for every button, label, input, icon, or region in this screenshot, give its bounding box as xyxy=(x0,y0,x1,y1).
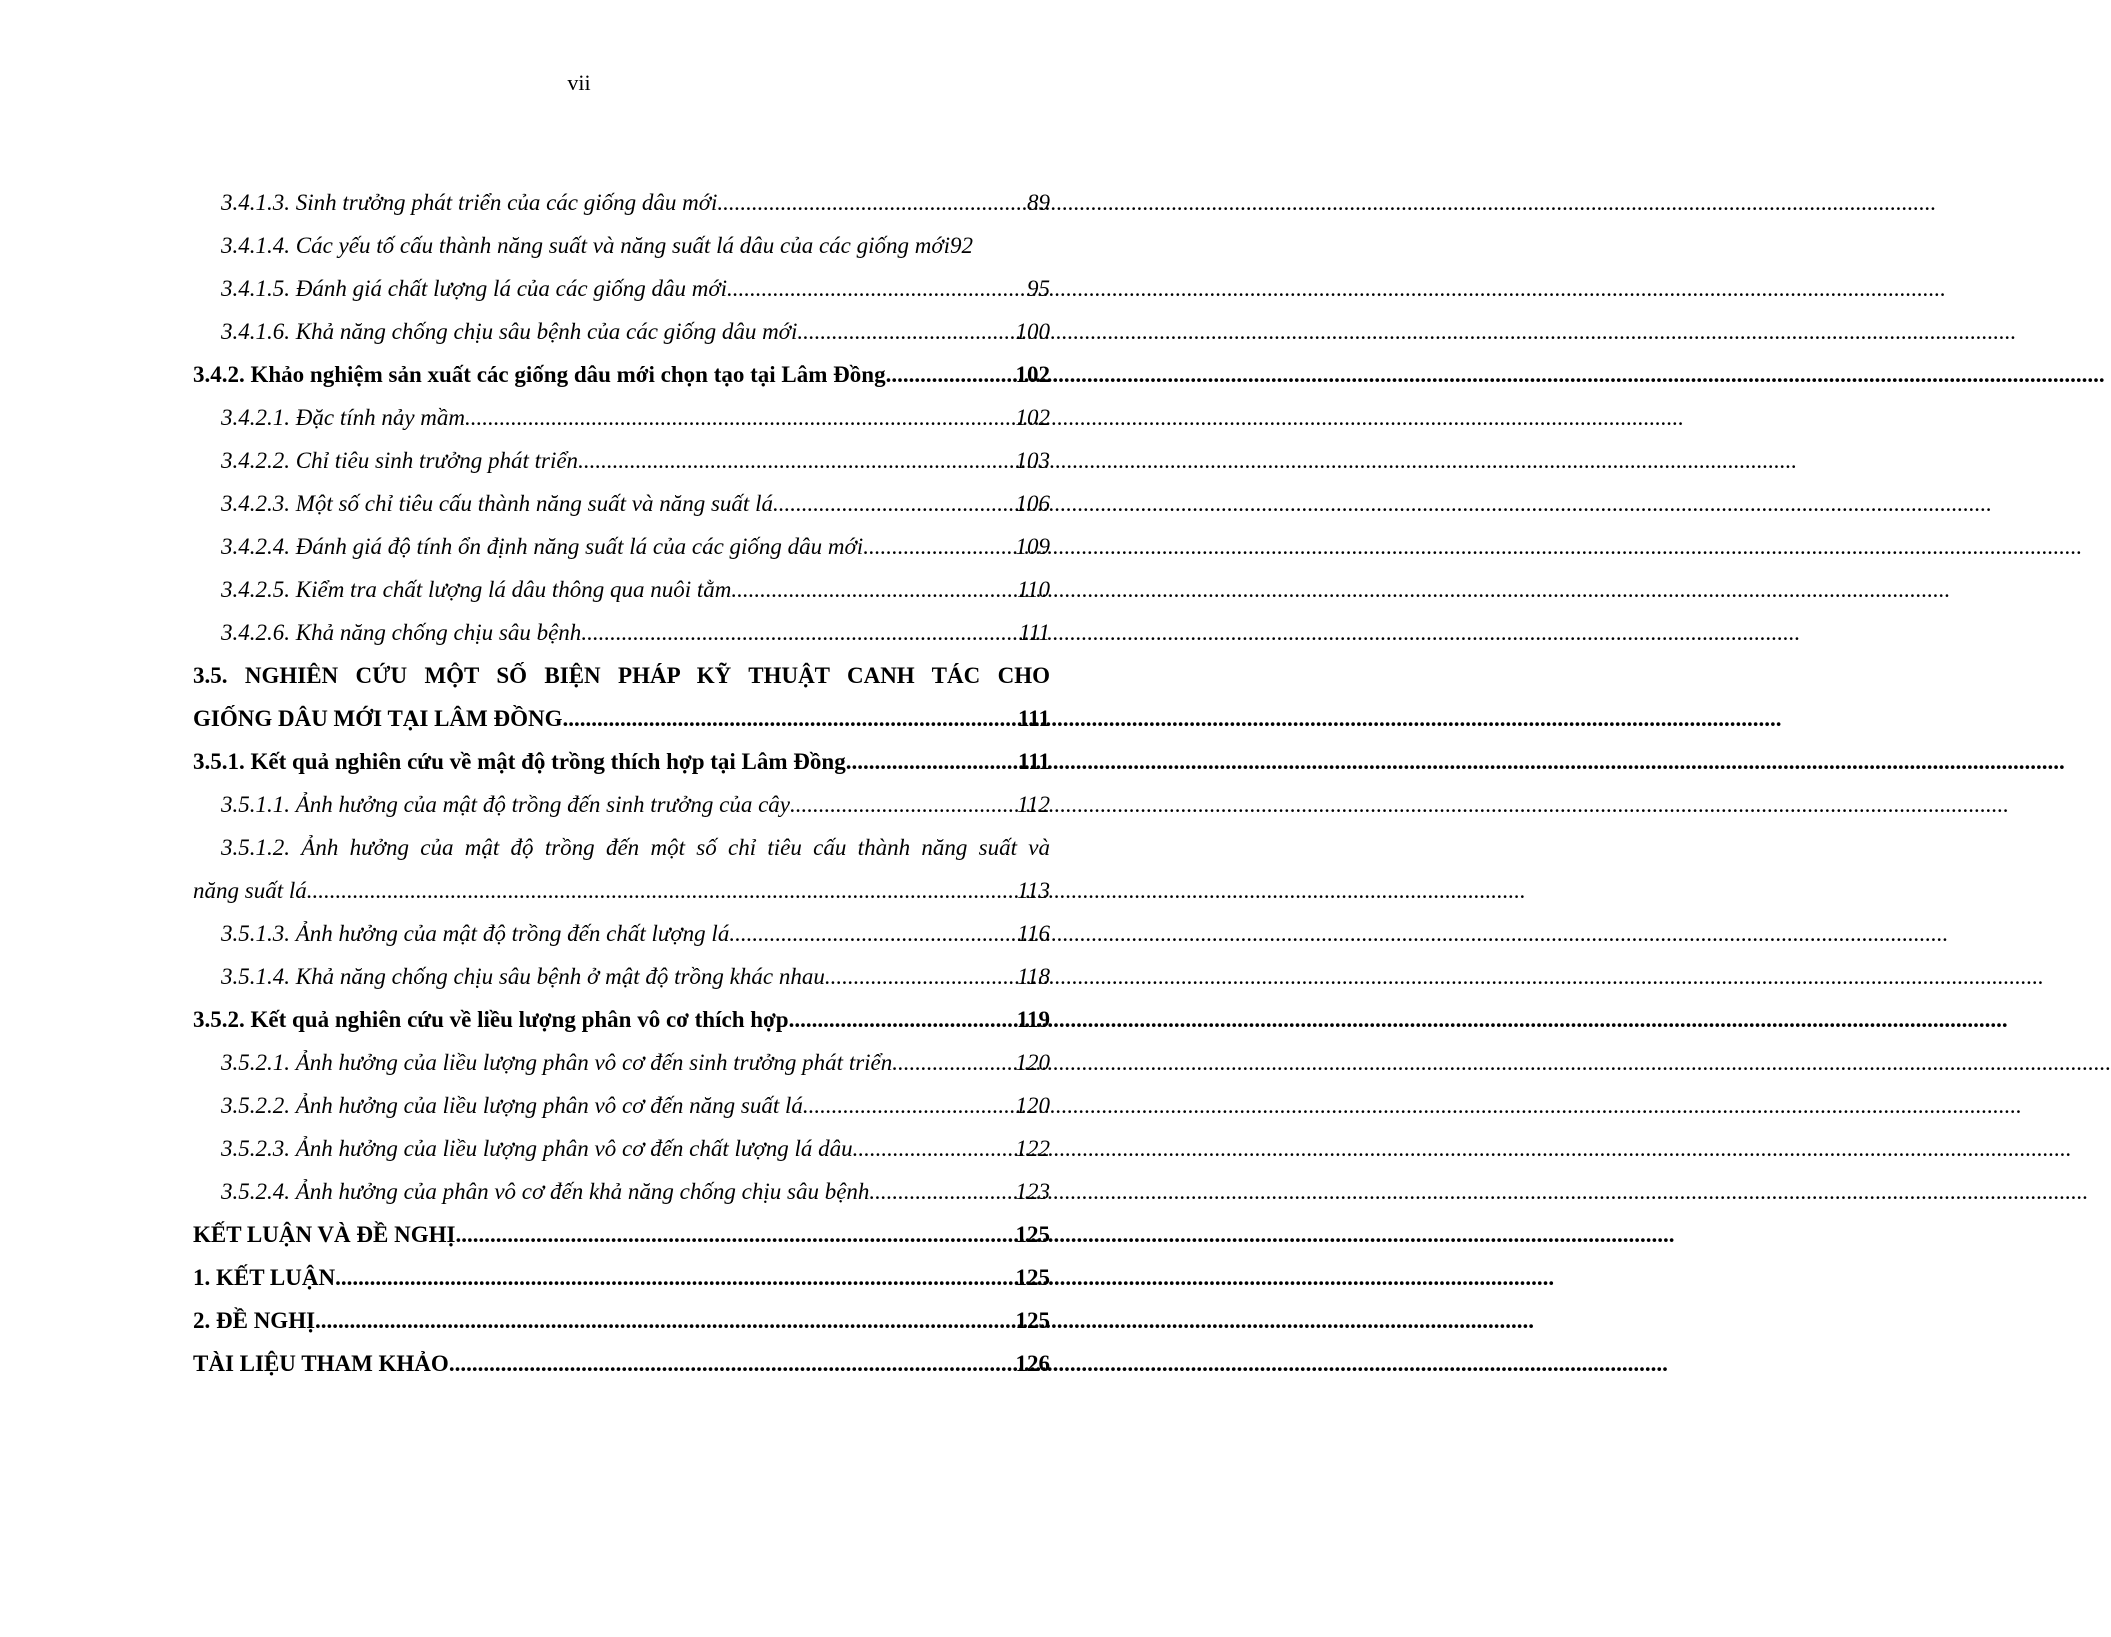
toc-entry-title: 3.4.1.6. Khả năng chống chịu sâu bệnh của các giống dâu mới xyxy=(221,319,798,344)
toc-entry-3-4-2-5[interactable] xyxy=(193,568,1050,611)
dot-leader xyxy=(892,1041,1015,1084)
toc-entry-page: 125 xyxy=(1015,1308,1050,1333)
page-number: vii xyxy=(567,70,591,95)
dot-leader xyxy=(465,396,1015,439)
dot-leader xyxy=(797,310,1015,353)
toc-entry-page: 116 xyxy=(1017,921,1050,946)
toc-entry-title-line1: 3.5.1.2. Ảnh hưởng của mật độ trồng đến một số chỉ tiêu cấu thành năng suất và xyxy=(221,835,1050,860)
toc-entry-3-4-2-4[interactable] xyxy=(193,525,1050,568)
toc-entry-3-5-2[interactable] xyxy=(193,998,1050,1041)
toc-entry-3-5-1-3[interactable] xyxy=(193,912,1050,955)
toc-entry-title: 3.5.1.4. Khả năng chống chịu sâu bệnh ở mật độ trồng khác nhau xyxy=(221,964,825,989)
dot-leader xyxy=(773,482,1016,525)
table-of-contents xyxy=(193,181,1050,1385)
toc-entry-title: 3.5.1.3. Ảnh hưởng của mật độ trồng đến chất lượng lá xyxy=(221,921,730,946)
toc-entry-3-5-2-4[interactable] xyxy=(193,1170,1050,1213)
dot-leader xyxy=(449,1342,1016,1385)
toc-entry-de-nghi[interactable] xyxy=(193,1299,1050,1342)
toc-entry-title: 3.5.2.1. Ảnh hưởng của liều lượng phân vô cơ đến sinh trưởng phát triển xyxy=(221,1050,893,1075)
toc-entry-title: TÀI LIỆU THAM KHẢO xyxy=(193,1351,449,1376)
toc-entry-title: 3.5.2.4. Ảnh hưởng của phân vô cơ đến khả năng chống chịu sâu bệnh xyxy=(221,1179,870,1204)
toc-entry-3-4-1-5[interactable] xyxy=(193,267,1050,310)
toc-entry-page: 112 xyxy=(1017,792,1050,817)
toc-entry-title: 3.5.2. Kết quả nghiên cứu về liều lượng phân vô cơ thích hợp xyxy=(193,1007,789,1032)
toc-entry-page: 120 xyxy=(1015,1093,1050,1118)
toc-entry-title: 3.4.2.2. Chỉ tiêu sinh trưởng phát triển xyxy=(221,448,579,473)
dot-leader xyxy=(581,611,1019,654)
dot-leader xyxy=(335,1256,1015,1299)
toc-entry-3-5-1[interactable] xyxy=(193,740,1050,783)
toc-entry-3-5-2-1[interactable] xyxy=(193,1041,1050,1084)
toc-entry-page: 109 xyxy=(1015,534,1050,559)
toc-entry-3-4-2-2[interactable] xyxy=(193,439,1050,482)
toc-entry-page: 125 xyxy=(1015,1222,1050,1247)
toc-entry-title: 3.5.2.3. Ảnh hưởng của liều lượng phân vô cơ đến chất lượng lá dâu xyxy=(221,1136,853,1161)
toc-entry-page: 95 xyxy=(1027,276,1050,301)
toc-entry-3-4-1-4[interactable] xyxy=(193,224,1050,267)
toc-entry-title: 3.5.1. Kết quả nghiên cứu về mật độ trồng thích hợp tại Lâm Đồng xyxy=(193,749,846,774)
dot-leader xyxy=(307,869,1017,912)
toc-entry-3-4-2-6[interactable] xyxy=(193,611,1050,654)
toc-entry-3-4-2[interactable] xyxy=(193,353,1050,396)
toc-entry-title: 3.4.2.3. Một số chỉ tiêu cấu thành năng suất và năng suất lá xyxy=(221,491,773,516)
dot-leader xyxy=(315,1299,1015,1342)
toc-entry-title: 3.4.1.3. Sinh trưởng phát triển của các giống dâu mới xyxy=(221,190,718,215)
toc-entry-tai-lieu-tham-khao[interactable] xyxy=(193,1342,1050,1385)
dot-leader xyxy=(578,439,1015,482)
toc-entry-page: 111 xyxy=(1018,749,1050,774)
toc-entry-page: 100 xyxy=(1015,319,1050,344)
toc-entry-page: 120 xyxy=(1015,1050,1050,1075)
dot-leader xyxy=(869,1170,1015,1213)
toc-entry-title: 3.4.2.1. Đặc tính nảy mầm xyxy=(221,405,466,430)
toc-entry-title: 3.4.2.5. Kiểm tra chất lượng lá dâu thông qua nuôi tằm xyxy=(221,577,732,602)
toc-entry-3-5-2-3[interactable] xyxy=(193,1127,1050,1170)
toc-entry-3-5-2-2[interactable] xyxy=(193,1084,1050,1127)
toc-entry-3-5-1-2[interactable] xyxy=(193,826,1050,912)
toc-entry-title-line1: 3.5. NGHIÊN CỨU MỘT SỐ BIỆN PHÁP KỸ THUẬT CANH TÁC CHO xyxy=(193,663,1050,688)
dot-leader xyxy=(846,740,1018,783)
toc-entry-ket-luan[interactable] xyxy=(193,1256,1050,1299)
toc-entry-page: 125 xyxy=(1015,1265,1050,1290)
toc-entry-page: 111 xyxy=(1018,706,1050,731)
toc-entry-title: 2. ĐỀ NGHỊ xyxy=(193,1308,316,1333)
toc-entry-page: 102 xyxy=(1015,405,1050,430)
dot-leader xyxy=(455,1213,1015,1256)
toc-entry-3-4-2-3[interactable] xyxy=(193,482,1050,525)
toc-entry-page: 126 xyxy=(1015,1351,1050,1376)
dot-leader xyxy=(729,912,1017,955)
toc-entry-title: 3.4.2. Khảo nghiệm sản xuất các giống dâu mới chọn tạo tại Lâm Đồng xyxy=(193,362,886,387)
toc-entry-page: 111 xyxy=(1018,620,1050,645)
toc-entry-3-4-2-1[interactable] xyxy=(193,396,1050,439)
dot-leader xyxy=(790,783,1017,826)
toc-entry-3-5-1-4[interactable] xyxy=(193,955,1050,998)
toc-entry-title: 3.4.2.6. Khả năng chống chịu sâu bệnh xyxy=(221,620,582,645)
toc-entry-page: 106 xyxy=(1015,491,1050,516)
dot-leader xyxy=(886,353,1016,396)
toc-entry-title: 3.5.1.1. Ảnh hưởng của mật độ trồng đến sinh trưởng của cây xyxy=(221,792,791,817)
dot-leader xyxy=(789,998,1017,1041)
toc-entry-page: 102 xyxy=(1015,362,1050,387)
dot-leader xyxy=(825,955,1017,998)
dot-leader xyxy=(717,181,1027,224)
dot-leader xyxy=(731,568,1017,611)
dot-leader xyxy=(863,525,1015,568)
toc-entry-3-4-1-6[interactable] xyxy=(193,310,1050,353)
toc-entry-3-5[interactable] xyxy=(193,654,1050,740)
toc-entry-page: 110 xyxy=(1017,577,1050,602)
toc-entry-title: 3.4.1.4. Các yếu tố cấu thành năng suất và năng suất lá dâu của các giống mới xyxy=(221,233,951,258)
dot-leader xyxy=(853,1127,1016,1170)
toc-entry-page: 89 xyxy=(1027,190,1050,215)
toc-entry-page: 122 xyxy=(1015,1136,1050,1161)
toc-entry-page: 118 xyxy=(1017,964,1050,989)
toc-entry-title: KẾT LUẬN VÀ ĐỀ NGHỊ xyxy=(193,1222,456,1247)
toc-entry-title: 3.4.2.4. Đánh giá độ tính ổn định năng suất lá của các giống dâu mới xyxy=(221,534,864,559)
toc-entry-3-5-1-1[interactable] xyxy=(193,783,1050,826)
toc-entry-3-4-1-3[interactable] xyxy=(193,181,1050,224)
toc-entry-title: 1. KẾT LUẬN xyxy=(193,1265,336,1290)
toc-entry-title: 3.5.2.2. Ảnh hưởng của liều lượng phân vô cơ đến năng suất lá xyxy=(221,1093,803,1118)
toc-entry-page: 113 xyxy=(1017,878,1050,903)
toc-entry-ket-luan-de-nghi[interactable] xyxy=(193,1213,1050,1256)
toc-entry-page: 103 xyxy=(1015,448,1050,473)
toc-entry-page: 123 xyxy=(1015,1179,1050,1204)
dot-leader xyxy=(727,267,1027,310)
toc-entry-page: 119 xyxy=(1016,1007,1050,1032)
toc-entry-title-line2: GIỐNG DÂU MỚI TẠI LÂM ĐỒNG xyxy=(193,706,563,731)
dot-leader xyxy=(803,1084,1016,1127)
toc-entry-page: 92 xyxy=(950,233,974,258)
toc-entry-title: 3.4.1.5. Đánh giá chất lượng lá của các giống dâu mới xyxy=(221,276,727,301)
dot-leader xyxy=(563,697,1019,740)
toc-entry-title-line2: năng suất lá xyxy=(193,878,307,903)
